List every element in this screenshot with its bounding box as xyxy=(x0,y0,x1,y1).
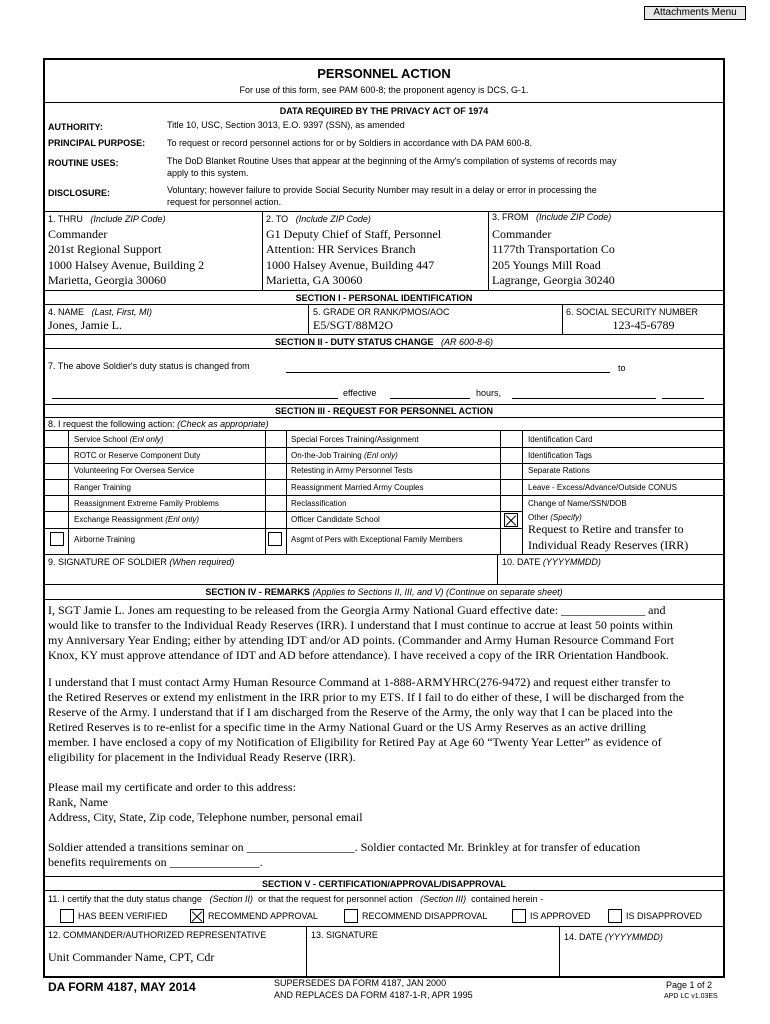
recommend-approval-checkbox-checked[interactable] xyxy=(190,909,204,923)
status-from-line[interactable] xyxy=(286,372,610,373)
opt-rotc: ROTC or Reserve Component Duty xyxy=(74,451,201,460)
effective-date-line[interactable] xyxy=(390,398,470,399)
ssn-label: 6. SOCIAL SECURITY NUMBER xyxy=(566,307,699,317)
item-11-label: 11. I certify that the duty status change (Section II) or that the request for personnel action (Section III) contained herein - xyxy=(48,894,544,904)
to-label: 2. TO (Include ZIP Code) xyxy=(266,214,371,224)
authority-label: AUTHORITY: xyxy=(48,122,103,132)
attachments-menu-button[interactable]: Attachments Menu xyxy=(644,6,746,20)
item-8-label: 8. I request the following action: (Check as appropriate) xyxy=(48,419,269,429)
hours-line[interactable] xyxy=(512,398,656,399)
remarks-paragraph-4[interactable]: Soldier attended a transitions seminar on __________________. Soldier contacted Mr. Brinkley at for transfer of education benefits requirements on _______________. xyxy=(48,840,641,869)
thru-line-2[interactable]: 201st Regional Support xyxy=(48,242,162,256)
opt-extreme-family: Reassignment Extreme Family Problems xyxy=(74,499,219,508)
disclosure-label: DISCLOSURE: xyxy=(48,188,111,198)
opt-separate-rations: Separate Rations xyxy=(528,466,590,475)
authority-text: Title 10, USC, Section 3013, E.O. 9397 (SSN), as amended xyxy=(167,120,405,130)
from-line-1[interactable]: Commander xyxy=(492,227,552,241)
opt-reclassification: Reclassification xyxy=(291,499,347,508)
remarks-paragraph-1[interactable]: I, SGT Jamie L. Jones am requesting to be released from the Georgia Army National Guard effective date: ______________ and would like to transfer to the Individual Ready Reserves (IRR). I understand that I must continue to accrue at least 50 points within my Anniversary Year Ending; either by attending IDT and/or AD points. (Commander and Army Human Resource Command Fort Knox, KY must approve attendance of IDT and AD before attendance). I have received a copy of the IRR Orientation Handbook. xyxy=(48,603,675,662)
soldier-signature-label: 9. SIGNATURE OF SOLDIER (When required) xyxy=(48,557,235,567)
opt-ojt: On-the-Job Training (Enl only) xyxy=(291,451,398,460)
opt-airborne: Airborne Training xyxy=(74,535,135,544)
opt-name-change: Change of Name/SSN/DOB xyxy=(528,499,627,508)
opt-id-tags: Identification Tags xyxy=(528,451,592,460)
name-label: 4. NAME (Last, First, MI) xyxy=(48,307,153,317)
routine-text-1: The DoD Blanket Routine Uses that appear at the beginning of the Army's compilation of systems of records may xyxy=(167,156,617,166)
thru-label: 1. THRU (Include ZIP Code) xyxy=(48,214,166,224)
form-title: PERSONNEL ACTION xyxy=(317,66,451,81)
to-line-4[interactable]: Marietta, GA 30060 xyxy=(266,273,363,287)
privacy-header: DATA REQUIRED BY THE PRIVACY ACT OF 1974 xyxy=(279,106,489,116)
verified-checkbox[interactable] xyxy=(60,909,74,923)
grade-label: 5. GRADE OR RANK/PMOS/AOC xyxy=(313,307,450,317)
form-subtitle: For use of this form, see PAM 600-8; the proponent agency is DCS, G-1. xyxy=(239,85,529,95)
opt-married-couples: Reassignment Married Army Couples xyxy=(291,483,424,492)
approved-checkbox[interactable] xyxy=(512,909,526,923)
airborne-checkbox[interactable] xyxy=(50,532,64,546)
verified-label: HAS BEEN VERIFIED xyxy=(78,911,168,921)
purpose-label: PRINCIPAL PURPOSE: xyxy=(48,138,146,148)
date-10-label: 10. DATE (YYYYMMDD) xyxy=(502,557,601,567)
disapproved-checkbox[interactable] xyxy=(608,909,622,923)
commander-label: 12. COMMANDER/AUTHORIZED REPRESENTATIVE xyxy=(48,930,267,940)
opt-oversea: Volunteering For Oversea Service xyxy=(74,466,195,475)
hours-label: hours, xyxy=(476,388,502,398)
to-line-3[interactable]: 1000 Halsey Avenue, Building 447 xyxy=(266,258,435,272)
opt-id-card: Identification Card xyxy=(528,435,593,444)
grade-value[interactable]: E5/SGT/88M2O xyxy=(313,318,394,332)
other-checkbox-checked[interactable] xyxy=(504,513,518,527)
opt-other: Other (Specify) xyxy=(528,513,582,522)
ssn-value[interactable]: 123-45-6789 xyxy=(612,318,675,332)
other-value-2[interactable]: Individual Ready Reserves (IRR) xyxy=(528,538,689,552)
opt-ocs: Officer Candidate School xyxy=(291,515,380,524)
from-label: 3. FROM (Include ZIP Code) xyxy=(492,212,612,222)
to-line-1[interactable]: G1 Deputy Chief of Staff, Personnel xyxy=(266,227,442,241)
commander-value[interactable]: Unit Commander Name, CPT, Cdr xyxy=(48,950,215,964)
name-value[interactable]: Jones, Jamie L. xyxy=(48,318,122,332)
effective-label: effective xyxy=(343,388,377,398)
recommend-approval-label: RECOMMEND APPROVAL xyxy=(208,911,318,921)
purpose-text: To request or record personnel actions for or by Soldiers in accordance with DA PAM 600-8. xyxy=(167,138,533,148)
disapproved-label: IS DISAPPROVED xyxy=(626,911,703,921)
item-7-label: 7. The above Soldier's duty status is changed from xyxy=(48,361,250,371)
to-line-2[interactable]: Attention: HR Services Branch xyxy=(266,242,416,256)
exceptional-family-checkbox[interactable] xyxy=(268,532,282,546)
supersedes-line-1: SUPERSEDES DA FORM 4187, JAN 2000 xyxy=(274,978,447,988)
thru-line-4[interactable]: Marietta, Georgia 30060 xyxy=(48,273,167,287)
disclosure-text-2: request for personnel action. xyxy=(167,197,282,207)
hours-line-2[interactable] xyxy=(662,398,704,399)
form-id: DA FORM 4187, MAY 2014 xyxy=(48,980,196,994)
recommend-disapproval-checkbox[interactable] xyxy=(344,909,358,923)
from-line-3[interactable]: 205 Youngs Mill Road xyxy=(492,258,601,272)
section-1-header: SECTION I - PERSONAL IDENTIFICATION xyxy=(295,293,473,303)
remarks-paragraph-2[interactable]: I understand that I must contact Army Human Resource Command at 1-888-ARMYHRC(276-9472) and request either transfer to the Retired Reserves or extend my enlistment in the IRR prior to my ETS. If I fail to do either of these, I will be discharged from the Reserve of the Army. I understand that if I am discharged from the Reserve of the Army, the only way that I can be placed into the Retired Reserves is to re-enlist for a specific time in the Army National Guard or the US Army Reserves as an active drilling member. I have enclosed a copy of my Notification of Eligibility for Retired Pay at Age 60 “Twenty Year Letter” as evidence of eligibility for placement in the Individual Ready Reserve (IRR). xyxy=(48,675,684,764)
opt-leave: Leave - Excess/Advance/Outside CONUS xyxy=(528,483,677,492)
routine-label: ROUTINE USES: xyxy=(48,158,119,168)
supersedes-line-2: AND REPLACES DA FORM 4187-1-R, APR 1995 xyxy=(274,990,473,1000)
section-4-header: SECTION IV - REMARKS (Applies to Sections II, III, and V) (Continue on separate sheet) xyxy=(205,587,563,597)
status-to-line[interactable] xyxy=(52,398,338,399)
routine-text-2: apply to this system. xyxy=(167,168,249,178)
opt-exchange: Exchange Reassignment (Enl only) xyxy=(74,515,199,524)
other-value-1[interactable]: Request to Retire and transfer to xyxy=(528,522,684,536)
from-line-4[interactable]: Lagrange, Georgia 30240 xyxy=(492,273,615,287)
thru-line-1[interactable]: Commander xyxy=(48,227,108,241)
opt-ranger: Ranger Training xyxy=(74,483,131,492)
opt-exceptional-family: Asgmt of Pers with Exceptional Family Members xyxy=(291,535,463,544)
form-version: APD LC v1.03ES xyxy=(664,993,718,1000)
section-5-header: SECTION V - CERTIFICATION/APPROVAL/DISAPPROVAL xyxy=(261,879,506,889)
section-3-header: SECTION III - REQUEST FOR PERSONNEL ACTION xyxy=(274,406,494,416)
signature-13-label: 13. SIGNATURE xyxy=(311,930,378,940)
remarks-paragraph-3[interactable]: Please mail my certificate and order to this address: Rank, Name Address, City, State, Zip code, Telephone number, personal email xyxy=(48,780,363,824)
opt-service-school: Service School (Enl only) xyxy=(74,435,164,444)
approved-label: IS APPROVED xyxy=(530,911,591,921)
thru-line-3[interactable]: 1000 Halsey Avenue, Building 2 xyxy=(48,258,205,272)
opt-retesting: Retesting in Army Personnel Tests xyxy=(291,466,413,475)
date-14-label: 14. DATE (YYYYMMDD) xyxy=(564,932,663,942)
section-2-header: SECTION II - DUTY STATUS CHANGE (AR 600-8-6) xyxy=(274,337,494,347)
from-line-2[interactable]: 1177th Transportation Co xyxy=(492,242,615,256)
status-to-label: to xyxy=(618,363,626,373)
disclosure-text-1: Voluntary; however failure to provide Social Security Number may result in a delay or error in processing the xyxy=(167,185,597,195)
page-number: Page 1 of 2 xyxy=(666,980,713,990)
opt-special-forces: Special Forces Training/Assignment xyxy=(291,435,419,444)
recommend-disapproval-label: RECOMMEND DISAPPROVAL xyxy=(362,911,488,921)
